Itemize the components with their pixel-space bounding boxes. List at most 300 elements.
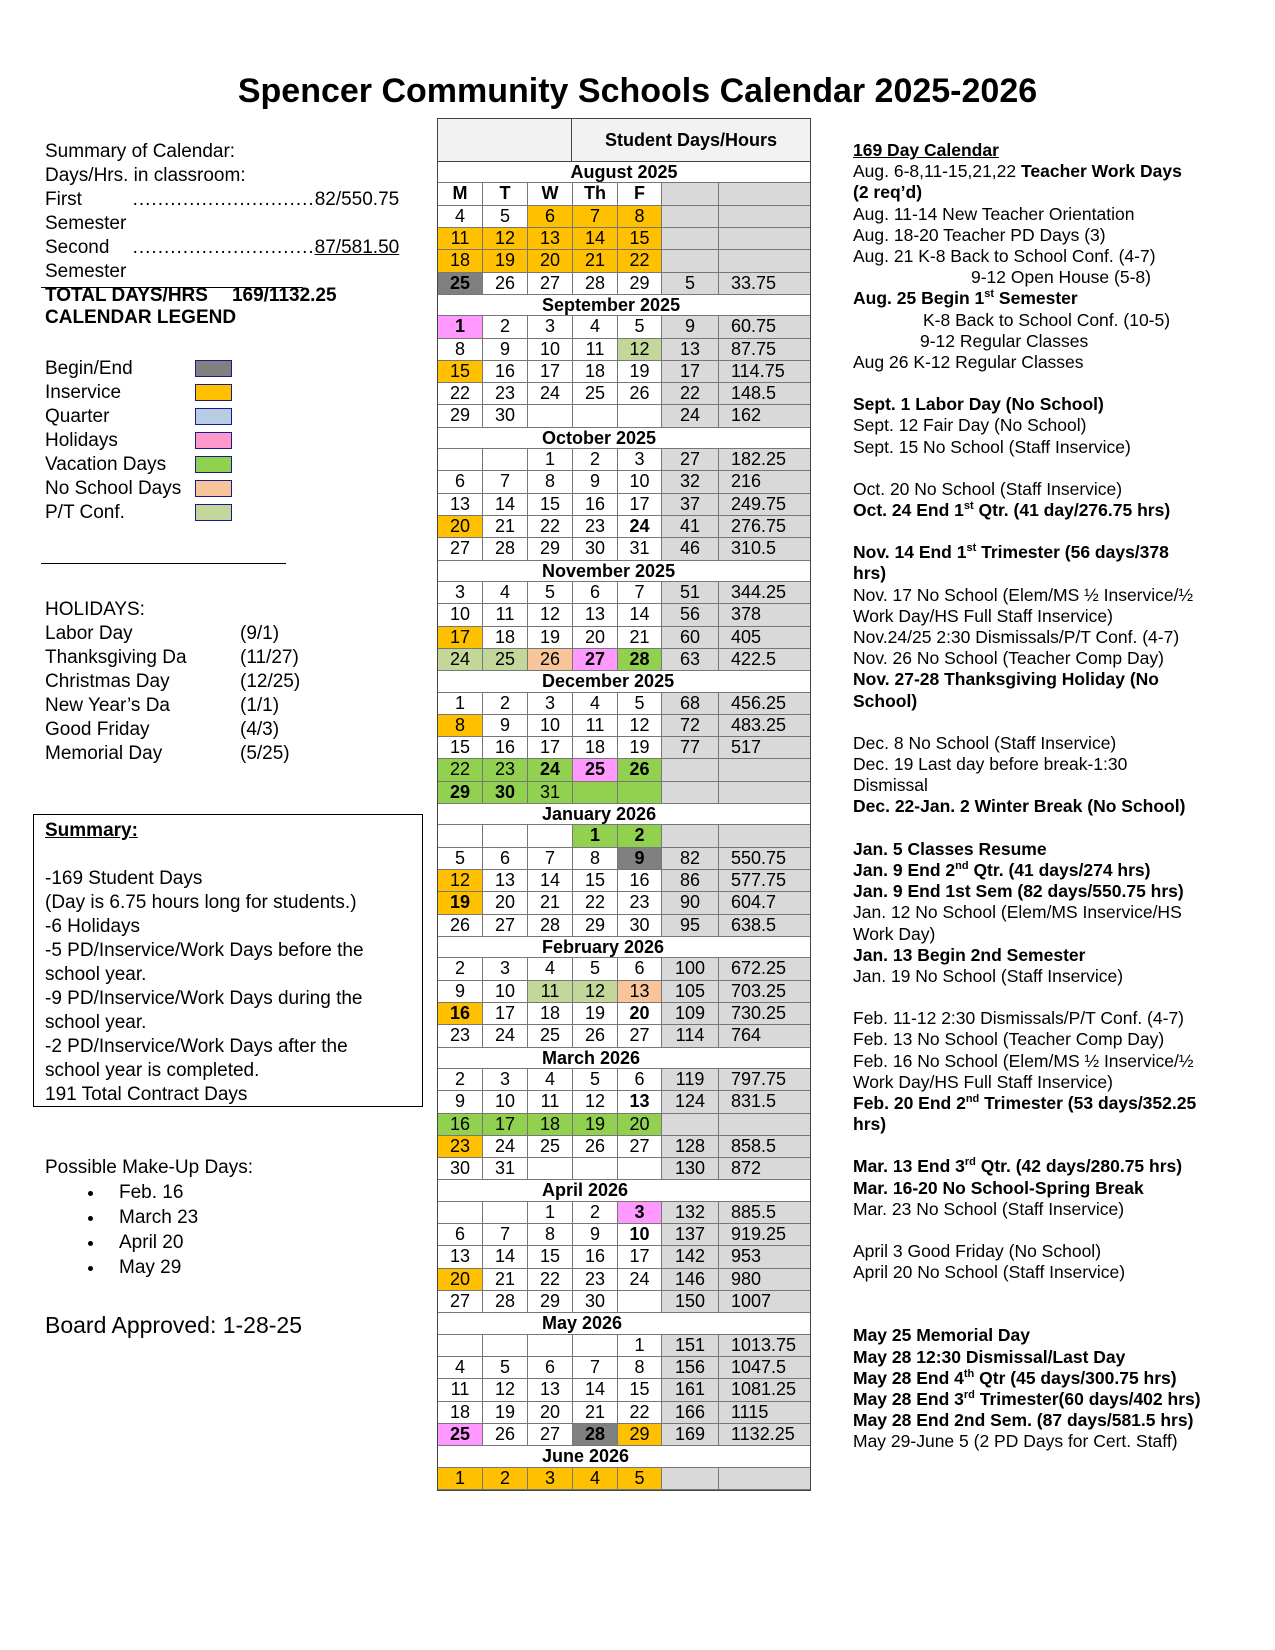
day-cell: 7	[528, 848, 573, 869]
holidays-title: HOLIDAYS:	[45, 599, 145, 620]
day-cell	[528, 405, 573, 426]
day-cell: 24	[483, 1136, 528, 1157]
student-hours-cell: 405	[719, 627, 810, 648]
day-cell: 16	[573, 1246, 618, 1267]
day-cell: 22	[438, 383, 483, 404]
holiday-name: Good Friday	[45, 719, 150, 740]
day-cell: 13	[528, 228, 573, 249]
day-cell: 3	[483, 958, 528, 979]
week-row	[438, 892, 810, 914]
month-name: September 2025	[542, 294, 681, 315]
week-row	[438, 759, 810, 781]
student-days-cell	[662, 183, 719, 204]
student-days-cell: 124	[662, 1091, 719, 1112]
day-cell	[618, 1291, 662, 1312]
student-days-cell: 142	[662, 1246, 719, 1267]
legend-label: Vacation Days	[45, 454, 167, 475]
student-hours-cell: 672.25	[719, 958, 810, 979]
makeup-day: • April 20	[105, 1230, 253, 1255]
spacer	[853, 987, 1273, 1008]
month-name: October 2025	[542, 427, 657, 448]
day-cell: 10	[438, 604, 483, 625]
day-cell: 8	[438, 339, 483, 360]
day-cell: 25	[573, 383, 618, 404]
student-days-cell: 119	[662, 1069, 719, 1090]
calendar-note: Dec. 8 No School (Staff Inservice)	[853, 732, 1117, 753]
week-row	[438, 1069, 810, 1091]
student-hours-cell: 60.75	[719, 316, 810, 337]
calendar-note: 9-12 Open House (5-8)	[971, 267, 1151, 288]
weekday-label: T	[483, 183, 528, 204]
student-hours-cell: 638.5	[719, 915, 810, 936]
first-semester-value: 82/550.75	[314, 189, 400, 210]
holiday-item	[45, 670, 301, 694]
month-header	[438, 561, 810, 582]
holiday-date: (1/1)	[240, 695, 280, 716]
day-cell: 6	[528, 1357, 573, 1378]
legend-label: Holidays	[45, 430, 118, 451]
calendar-note: Jan. 12 No School (Elem/MS Inservice/HS	[853, 902, 1182, 923]
student-days-cell: 105	[662, 981, 719, 1002]
student-days-cell: 68	[662, 693, 719, 714]
note-sup: rd	[963, 1389, 975, 1402]
legend-item	[45, 357, 181, 381]
summary-line: school year.	[45, 964, 147, 985]
student-days-cell: 151	[662, 1335, 719, 1356]
day-cell: 10	[528, 339, 573, 360]
day-cell: 24	[483, 1025, 528, 1046]
student-days-cell: 22	[662, 383, 719, 404]
legend-swatch	[195, 360, 232, 377]
day-cell: 1	[573, 825, 618, 846]
calendar-note: May 28 End 2nd Sem. (87 days/581.5 hrs)	[853, 1410, 1194, 1431]
day-cell: 23	[483, 759, 528, 780]
week-row	[438, 361, 810, 383]
day-cell: 7	[573, 206, 618, 227]
day-cell: 11	[573, 715, 618, 736]
calendar-note: Jan. 9 End 2nd Qtr. (41 days/274 hrs)	[853, 859, 1151, 880]
student-days-cell: 161	[662, 1379, 719, 1400]
week-row	[438, 848, 810, 870]
day-cell: 9	[483, 715, 528, 736]
student-days-cell: 82	[662, 848, 719, 869]
week-row	[438, 1246, 810, 1268]
student-hours-cell	[719, 782, 810, 803]
note-sup: st	[963, 500, 974, 513]
student-hours-cell: 378	[719, 604, 810, 625]
day-cell: 7	[618, 582, 662, 603]
student-hours-cell	[719, 1468, 810, 1489]
holiday-name: Christmas Day	[45, 671, 170, 692]
week-row	[438, 582, 810, 604]
calendar-note: K-8 Back to School Conf. (10-5)	[923, 309, 1171, 330]
day-cell: 27	[483, 915, 528, 936]
day-cell: 21	[573, 1402, 618, 1423]
calendar-note: Jan. 9 End 1st Sem (82 days/550.75 hrs)	[853, 881, 1184, 902]
day-cell: 31	[528, 782, 573, 803]
student-hours-cell: 33.75	[719, 273, 810, 294]
day-cell: 18	[438, 250, 483, 271]
legend-swatch	[195, 456, 232, 473]
student-hours-cell: 483.25	[719, 715, 810, 736]
day-cell: 17	[618, 1246, 662, 1267]
month-name: August 2025	[570, 162, 678, 182]
holidays-list	[45, 598, 301, 766]
day-cell: 20	[618, 1114, 662, 1135]
month-name: December 2025	[542, 671, 675, 692]
calendar-note: April 3 Good Friday (No School)	[853, 1240, 1102, 1261]
legend-item	[45, 501, 181, 525]
day-cell: 30	[483, 405, 528, 426]
week-row	[438, 981, 810, 1003]
week-row	[438, 228, 810, 250]
month-name: November 2025	[542, 560, 676, 581]
weekday-label: Th	[573, 183, 618, 204]
student-hours-cell: 162	[719, 405, 810, 426]
day-cell: 9	[483, 339, 528, 360]
calendar-note: May 28 12:30 Dismissal/Last Day	[853, 1346, 1126, 1367]
day-cell: 4	[483, 582, 528, 603]
calendar-note: Work Day/HS Full Staff Inservice)	[853, 1071, 1113, 1092]
day-cell: 20	[528, 1402, 573, 1423]
week-row	[438, 627, 810, 649]
day-cell: 17	[528, 737, 573, 758]
student-hours-cell: 1081.25	[719, 1379, 810, 1400]
day-cell: 22	[573, 892, 618, 913]
holiday-name: Thanksgiving Da	[45, 647, 187, 668]
day-cell: 19	[573, 1114, 618, 1135]
divider	[41, 287, 303, 288]
total-label: TOTAL DAYS/HRS	[45, 285, 208, 306]
day-cell: 6	[618, 958, 662, 979]
legend-swatch	[195, 408, 232, 425]
holiday-name: Memorial Day	[45, 743, 163, 764]
day-cell: 15	[438, 737, 483, 758]
student-days-cell: 63	[662, 649, 719, 670]
month-header	[438, 1048, 810, 1069]
day-cell: 2	[438, 958, 483, 979]
legend-swatch	[195, 504, 232, 521]
month-header	[438, 162, 810, 183]
day-cell: 21	[573, 250, 618, 271]
day-cell: 3	[438, 582, 483, 603]
day-cell	[618, 405, 662, 426]
student-days-cell: 32	[662, 471, 719, 492]
week-row	[438, 538, 810, 560]
calendar-note: Mar. 13 End 3rd Qtr. (42 days/280.75 hrs)	[853, 1156, 1183, 1177]
calendar-note: 9-12 Regular Classes	[920, 330, 1089, 351]
day-cell: 18	[483, 627, 528, 648]
summary-box-title: Summary:	[45, 820, 138, 841]
day-cell	[483, 449, 528, 470]
calendar-note: May 29-June 5 (2 PD Days for Cert. Staff)	[853, 1431, 1178, 1452]
student-hours-cell: 550.75	[719, 848, 810, 869]
day-cell	[483, 1335, 528, 1356]
day-cell: 6	[438, 471, 483, 492]
day-cell: 6	[618, 1069, 662, 1090]
week-row	[438, 1003, 810, 1025]
day-cell: 21	[618, 627, 662, 648]
day-cell: 12	[438, 870, 483, 891]
student-days-cell: 169	[662, 1424, 719, 1445]
calendar-note: Aug. 25 Begin 1st Semester	[853, 288, 1078, 309]
calendar-note: Nov. 27-28 Thanksgiving Holiday (No	[853, 669, 1159, 690]
day-cell: 8	[528, 1224, 573, 1245]
day-cell: 25	[573, 759, 618, 780]
weekday-header-row	[438, 183, 810, 205]
summary-heading: Summary of Calendar:	[45, 141, 236, 162]
day-cell: 30	[573, 1291, 618, 1312]
week-row	[438, 316, 810, 338]
student-hours-cell: 919.25	[719, 1224, 810, 1245]
student-days-cell: 77	[662, 737, 719, 758]
student-days-cell: 37	[662, 494, 719, 515]
week-row	[438, 1136, 810, 1158]
day-cell: 22	[618, 250, 662, 271]
calendar-note: Feb. 11-12 2:30 Dismissals/P/T Conf. (4-7)	[853, 1008, 1185, 1029]
week-row	[438, 339, 810, 361]
day-cell: 17	[438, 627, 483, 648]
day-cell: 20	[618, 1003, 662, 1024]
spacer	[853, 1135, 1273, 1156]
week-row	[438, 405, 810, 427]
day-cell: 14	[618, 604, 662, 625]
week-row	[438, 1158, 810, 1180]
legend-item	[45, 453, 181, 477]
student-days-cell: 100	[662, 958, 719, 979]
day-cell: 16	[438, 1003, 483, 1024]
day-cell: 11	[528, 981, 573, 1002]
day-cell: 19	[573, 1003, 618, 1024]
day-cell	[438, 825, 483, 846]
makeup-title: Possible Make-Up Days:	[45, 1157, 254, 1178]
day-cell	[528, 1335, 573, 1356]
calendar-note: Aug. 21 K-8 Back to School Conf. (4-7)	[853, 246, 1156, 267]
holiday-item	[45, 646, 299, 670]
week-row	[438, 1202, 810, 1224]
spacer	[853, 521, 1273, 542]
summary-line: 191 Total Contract Days	[45, 1084, 248, 1105]
day-cell	[528, 825, 573, 846]
legend-swatch	[195, 432, 232, 449]
day-cell: 11	[483, 604, 528, 625]
student-days-cell: 90	[662, 892, 719, 913]
day-cell: 15	[528, 494, 573, 515]
week-row	[438, 1402, 810, 1424]
day-cell: 27	[573, 649, 618, 670]
calendar-note: Sept. 15 No School (Staff Inservice)	[853, 436, 1131, 457]
first-semester-row: First Semester ............................. 82/550.75	[45, 189, 400, 234]
holiday-item	[45, 622, 280, 646]
calendar-note: Feb. 16 No School (Elem/MS ½ Inservice/½	[853, 1050, 1194, 1071]
day-cell: 2	[483, 1468, 528, 1489]
student-hours-cell: 953	[719, 1246, 810, 1267]
student-hours-cell	[719, 228, 810, 249]
note-sup: nd	[955, 860, 969, 873]
student-days-cell: 27	[662, 449, 719, 470]
day-cell: 17	[528, 361, 573, 382]
week-row	[438, 1269, 810, 1291]
day-cell: 23	[438, 1025, 483, 1046]
day-cell: 18	[573, 737, 618, 758]
day-cell: 10	[483, 981, 528, 1002]
day-cell	[528, 1158, 573, 1179]
day-cell: 2	[573, 449, 618, 470]
student-hours-cell: 885.5	[719, 1202, 810, 1223]
week-row	[438, 1424, 810, 1446]
student-days-cell: 9	[662, 316, 719, 337]
day-cell: 3	[618, 449, 662, 470]
calendar-note: Nov.24/25 2:30 Dismissals/P/T Conf. (4-7)	[853, 627, 1180, 648]
day-cell: 20	[528, 250, 573, 271]
week-row	[438, 1468, 810, 1490]
day-cell: 23	[483, 383, 528, 404]
day-cell: 23	[573, 1269, 618, 1290]
day-cell: 30	[438, 1158, 483, 1179]
student-hours-cell	[719, 183, 810, 204]
day-cell: 10	[618, 471, 662, 492]
day-cell: 12	[618, 715, 662, 736]
student-days-cell	[662, 782, 719, 803]
day-cell: 13	[483, 870, 528, 891]
student-hours-cell: 730.25	[719, 1003, 810, 1024]
day-cell: 30	[573, 538, 618, 559]
student-hours-cell: 764	[719, 1025, 810, 1046]
day-cell: 16	[618, 870, 662, 891]
day-cell: 1	[438, 1468, 483, 1489]
day-cell: 3	[483, 1069, 528, 1090]
day-cell: 6	[573, 582, 618, 603]
week-row	[438, 273, 810, 295]
week-row	[438, 649, 810, 671]
day-cell: 28	[618, 649, 662, 670]
day-cell: 13	[573, 604, 618, 625]
legend-label: Inservice	[45, 382, 122, 403]
summary-line: school year is completed.	[45, 1060, 260, 1081]
day-cell: 15	[618, 1379, 662, 1400]
weekday-label: F	[618, 183, 662, 204]
day-cell: 3	[528, 693, 573, 714]
month-name: March 2026	[542, 1047, 641, 1068]
student-hours-cell: 703.25	[719, 981, 810, 1002]
student-days-cell	[662, 1468, 719, 1489]
day-cell: 17	[618, 494, 662, 515]
student-hours-cell: 797.75	[719, 1069, 810, 1090]
legend-title: CALENDAR LEGEND	[45, 307, 237, 328]
weekday-label: W	[528, 183, 573, 204]
student-days-cell: 114	[662, 1025, 719, 1046]
day-cell: 8	[618, 206, 662, 227]
student-days-cell: 13	[662, 339, 719, 360]
week-row	[438, 1025, 810, 1047]
day-cell: 28	[528, 915, 573, 936]
student-days-cell: 24	[662, 405, 719, 426]
day-cell: 27	[618, 1136, 662, 1157]
week-row	[438, 1224, 810, 1246]
day-cell: 11	[573, 339, 618, 360]
day-cell: 15	[528, 1246, 573, 1267]
day-cell: 17	[483, 1003, 528, 1024]
summary-line: school year.	[45, 1012, 147, 1033]
calendar-note: Sept. 1 Labor Day (No School)	[853, 394, 1104, 415]
day-cell: 12	[618, 339, 662, 360]
day-cell: 7	[483, 1224, 528, 1245]
day-cell: 24	[618, 1269, 662, 1290]
week-row	[438, 206, 810, 228]
day-cell: 5	[573, 1069, 618, 1090]
note-sup: nd	[965, 1093, 980, 1106]
day-cell: 26	[483, 273, 528, 294]
day-cell: 7	[483, 471, 528, 492]
day-cell: 20	[438, 516, 483, 537]
day-cell: 5	[618, 693, 662, 714]
calendar-note: Feb. 20 End 2nd Trimester (53 days/352.25	[853, 1092, 1197, 1113]
holiday-date: (9/1)	[240, 623, 280, 644]
month-name: April 2026	[542, 1180, 629, 1201]
holiday-date: (5/25)	[240, 743, 290, 764]
day-cell: 28	[573, 273, 618, 294]
calendar-note: Work Day)	[853, 923, 936, 944]
calendar-note: (2 req’d)	[853, 182, 923, 203]
spacer	[853, 373, 1273, 394]
student-hours-cell: 1007	[719, 1291, 810, 1312]
calendar-note: May 28 End 3rd Trimester(60 days/402 hrs)	[853, 1388, 1201, 1409]
week-row	[438, 604, 810, 626]
spacer	[853, 712, 1273, 733]
day-cell: 26	[528, 649, 573, 670]
day-cell: 31	[618, 538, 662, 559]
month-name: January 2026	[542, 804, 657, 825]
summary-line: (Day is 6.75 hours long for students.)	[45, 892, 357, 913]
day-cell: 30	[618, 915, 662, 936]
day-cell: 13	[528, 1379, 573, 1400]
student-hours-cell	[719, 759, 810, 780]
week-row	[438, 958, 810, 980]
day-cell: 16	[438, 1114, 483, 1135]
day-cell: 19	[483, 1402, 528, 1423]
note-sup: rd	[964, 1156, 976, 1169]
day-cell: 20	[438, 1269, 483, 1290]
week-row	[438, 449, 810, 471]
day-cell: 25	[438, 1424, 483, 1445]
day-cell: 25	[438, 273, 483, 294]
day-cell: 25	[483, 649, 528, 670]
day-cell: 29	[528, 1291, 573, 1312]
day-cell: 12	[573, 981, 618, 1002]
week-row	[438, 471, 810, 493]
calendar-note: April 20 No School (Staff Inservice)	[853, 1262, 1126, 1283]
calendar-header	[438, 119, 810, 162]
summary-line: -2 PD/Inservice/Work Days after the	[45, 1036, 348, 1057]
day-cell: 19	[483, 250, 528, 271]
day-cell: 12	[573, 1091, 618, 1112]
day-cell: 27	[528, 1424, 573, 1445]
calendar-note: Aug. 18-20 Teacher PD Days (3)	[853, 224, 1106, 245]
day-cell: 8	[438, 715, 483, 736]
day-cell: 22	[618, 1402, 662, 1423]
day-cell: 26	[618, 759, 662, 780]
calendar-note: Aug. 11-14 New Teacher Orientation	[853, 203, 1135, 224]
calendar-table	[437, 118, 811, 1491]
student-hours-cell: 604.7	[719, 892, 810, 913]
spacer	[853, 1220, 1273, 1241]
day-cell: 11	[528, 1091, 573, 1112]
second-semester-value: 87/581.50	[314, 237, 400, 258]
summary-line: -5 PD/Inservice/Work Days before the	[45, 940, 364, 961]
day-cell: 5	[618, 316, 662, 337]
day-cell: 23	[618, 892, 662, 913]
summary-box	[33, 814, 423, 1107]
